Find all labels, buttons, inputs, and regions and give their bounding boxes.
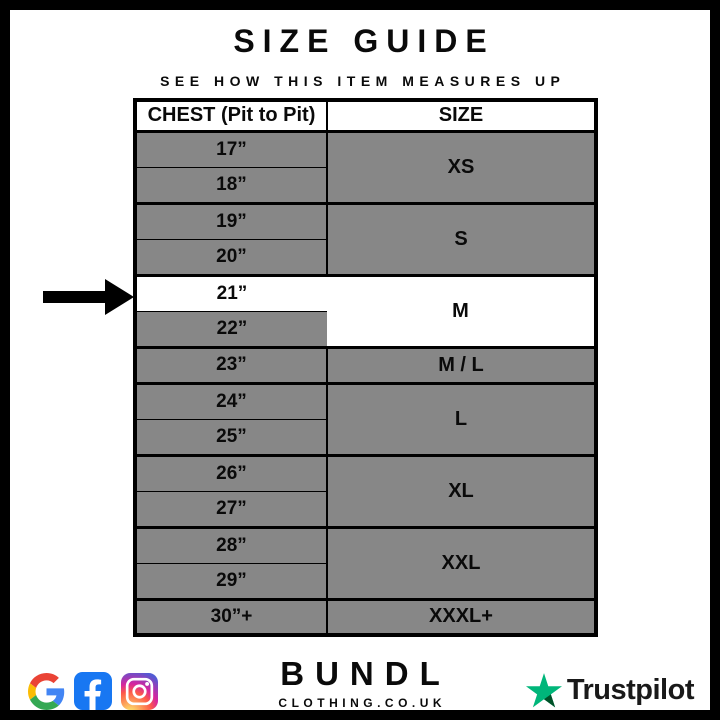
row-pointer-arrow <box>43 278 135 316</box>
chest-cell-25: 25” <box>135 419 327 455</box>
table-row <box>135 131 596 167</box>
table-row <box>135 527 596 563</box>
size-guide-table <box>133 98 598 637</box>
size-cell-M: M <box>327 275 596 347</box>
table-row <box>135 347 596 383</box>
chest-cell-24: 24” <box>135 383 327 419</box>
size-cell-L: L <box>327 383 596 455</box>
size-cell-ML: M / L <box>327 347 596 383</box>
chest-cell-17: 17” <box>135 131 327 167</box>
chest-cell-29: 29” <box>135 563 327 599</box>
table-row <box>135 383 596 419</box>
chest-cell-18: 18” <box>135 167 327 203</box>
table-row <box>135 275 596 311</box>
chest-cell-19: 19” <box>135 203 327 239</box>
brand-name: BUNDL <box>280 655 451 692</box>
chest-cell-23: 23” <box>135 347 327 383</box>
table-row <box>135 203 596 239</box>
trustpilot-logo[interactable] <box>526 673 694 708</box>
chest-cell-20: 20” <box>135 239 327 275</box>
table-row <box>135 599 596 635</box>
size-cell-XXL: XXL <box>327 527 596 599</box>
table-row <box>135 455 596 491</box>
chest-cell-30+: 30”+ <box>135 599 327 635</box>
page-title: SIZE GUIDE <box>233 23 495 59</box>
chest-cell-27: 27” <box>135 491 327 527</box>
brand-tagline: CLOTHING.CO.UK <box>278 696 447 710</box>
trustpilot-star-icon <box>526 673 562 708</box>
trustpilot-label: Trustpilot <box>566 673 694 706</box>
size-cell-S: S <box>327 203 596 275</box>
size-cell-XXXL+: XXXL+ <box>327 599 596 635</box>
size-cell-XS: XS <box>327 131 596 203</box>
size-cell-XL: XL <box>327 455 596 527</box>
table-header-row <box>135 100 596 131</box>
chest-cell-28: 28” <box>135 527 327 563</box>
page-header <box>10 10 710 89</box>
chest-cell-21: 21” <box>135 275 327 311</box>
page-subtitle: SEE HOW THIS ITEM MEASURES UP <box>160 73 566 89</box>
chest-cell-22: 22” <box>135 311 327 347</box>
column-header-chest: CHEST (Pit to Pit) <box>135 100 327 131</box>
chest-cell-26: 26” <box>135 455 327 491</box>
column-header-size: SIZE <box>327 100 596 131</box>
